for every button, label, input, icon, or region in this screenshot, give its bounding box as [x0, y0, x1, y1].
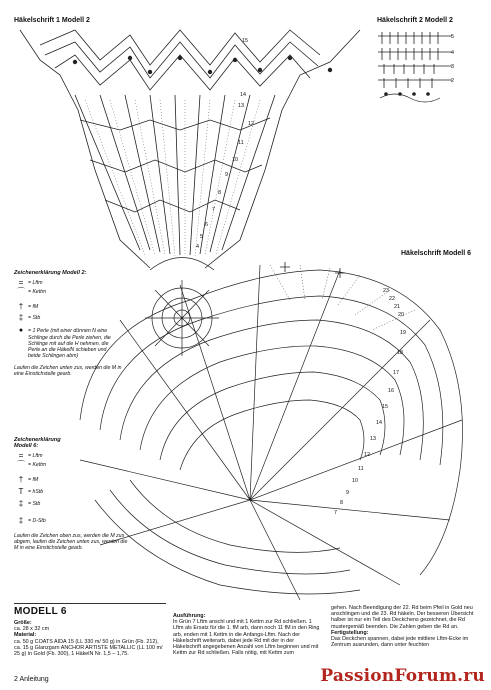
d2-row-5: 5 — [451, 34, 454, 40]
d1-row-15: 15 — [242, 38, 248, 44]
d6-row-9: 9 — [346, 490, 349, 496]
material-text: ca. 50 g COATS AIDA 15 (LL 330 m/ 50 g) in Grün (Fb. 212), ca. 15 g Glanzgarn ANCHOR ARTISTE METALLIC (LL 100 m/ 25 g) in Gold (Fb. 300), 1 HäkelN Nr. 1,5 – 1,75. — [14, 638, 163, 658]
d2-row-4: 4 — [451, 50, 454, 56]
legend2-note: Laufen die Zeichen unten zus, werden die M in eine Einstichstelle gearb. — [14, 364, 122, 377]
instructions-column — [173, 613, 323, 675]
d6-row-8: 8 — [340, 500, 343, 506]
chain-stitch-icon: = — [18, 277, 24, 287]
d1-row-12: 12 — [248, 121, 254, 127]
legend2-item: ⌒ = Kettm — [14, 287, 124, 296]
d6-row-17: 17 — [393, 370, 399, 376]
double-crochet-icon: ‡ — [18, 312, 24, 322]
d2-row-3: 3 — [451, 64, 454, 70]
instructions-text: In Grün 7 Lftm anschl und mit 1 Kettm zur Rd schließen. 1 Lftm als Ersatz für die 1. fM arb, dann noch 11 fM in den Ring arb, enden mit 1 Kettm in die Anfangs-Lftm. Nach der Häkelschrift weiterarb, dabei jede Rd mit der in der Häkelschrift angegebenen Anzahl von Lftm beginnen und mit Kettm zur Rd schließen. Falls nötig, mit Kettm zum — [173, 619, 320, 657]
d1-row-6: 6 — [205, 222, 208, 228]
d6-row-16: 16 — [388, 388, 394, 394]
legend6-note: Laufen die Zeichen oben zus, werden die M zus abgem, laufen die Zeichen unten zus, werden die M in eine Einstichstelle gearb. — [14, 532, 128, 551]
d6-row-23: 23 — [383, 288, 389, 294]
legend-modell-2 — [14, 270, 124, 377]
size-value: ca. 28 x 32 cm — [14, 626, 50, 633]
diagram6-title: Häkelschrift Modell 6 — [401, 250, 472, 257]
finishing-column — [331, 605, 481, 670]
d6-row-22: 22 — [389, 296, 395, 302]
slip-stitch-icon: ⌒ — [17, 286, 25, 296]
d6-row-21: 21 — [394, 304, 400, 310]
legend6-item: † = fM — [14, 476, 124, 485]
d1-row-8: 8 — [218, 190, 221, 196]
legend-modell-6 — [14, 437, 128, 551]
d1-row-10: 10 — [232, 157, 238, 163]
d1-row-7: 7 — [212, 207, 215, 213]
legend6-item: = = Lftm — [14, 452, 124, 461]
legend6-title: Zeichenerklärung Modell 6: — [14, 437, 61, 450]
legend2-item: † = fM — [14, 302, 124, 311]
d6-row-19: 19 — [400, 330, 406, 336]
d6-row-15: 15 — [382, 404, 388, 410]
page-footer — [14, 676, 49, 683]
bead-icon: ● — [18, 327, 24, 335]
slip-stitch-icon: ⌒ — [17, 459, 25, 469]
size-block — [14, 620, 166, 657]
legend2-item: = = Lftm — [14, 278, 124, 287]
d6-row-7: 7 — [334, 510, 337, 516]
continued-text: gehen. Nach Beendigung der 22. Rd beim Pfeil in Gold neu anschlingen und die 23. Rd häkeln. Der besseren Übersicht halber ist nur ein Teil des Deckchens gezeichnet, die Rd mustergemäß beenden. Die Zahlen geben die Rd an. — [331, 605, 474, 630]
d2-row-2: 2 — [451, 78, 454, 84]
instructions-label: Ausführung: — [173, 613, 206, 619]
model-title: MODELL 6 — [14, 606, 67, 617]
treble-crochet-icon: ‡ — [18, 515, 24, 525]
single-crochet-icon: † — [18, 301, 24, 311]
d1-row-5: 5 — [200, 234, 203, 240]
d6-row-14: 14 — [376, 420, 382, 426]
legend6-item: ⌒ = Kettm — [14, 461, 124, 470]
diagram1-title: Häkelschrift 1 Modell 2 — [14, 17, 90, 24]
d1-row-9: 9 — [225, 172, 228, 178]
size-label: Größe: — [14, 620, 32, 626]
single-crochet-icon: † — [18, 474, 24, 484]
material-label: Material: — [14, 632, 37, 639]
d1-row-4: 4 — [196, 244, 199, 250]
d6-row-13: 13 — [370, 436, 376, 442]
chain-stitch-icon: = — [18, 450, 24, 460]
d6-row-10: 10 — [352, 478, 358, 484]
legend6-item: ‡ = D-Stb — [14, 517, 124, 526]
legend2-item: ‡ = Stb — [14, 313, 124, 322]
finishing-text: Das Deckchen spannen, dabei jede mittlere Lftm-Ecke im Zentrum ausrunden, dann unter feuchten — [331, 636, 469, 649]
legend2-item: ● = 1 Perle (mit einer dünnen N eine Schlinge durch die Perle ziehen, die Schlinge mit auf die H nehmen, die Perle an die HäkelN schieben und beide Schlingen abm) — [14, 328, 124, 359]
d1-row-11: 11 — [238, 140, 244, 146]
watermark: PassionForum.ru — [320, 666, 485, 686]
d6-row-11: 11 — [358, 466, 364, 472]
legend2-title: Zeichenerklärung Modell 2: — [14, 270, 87, 276]
d1-row-14: 14 — [240, 92, 246, 98]
page-number: 2 — [14, 676, 18, 683]
d6-row-18: 18 — [397, 350, 403, 356]
d6-row-20: 20 — [398, 312, 404, 318]
section-name: Anleitung — [19, 676, 49, 683]
legend6-item: T = hStb — [14, 488, 124, 497]
double-crochet-icon: ‡ — [18, 498, 24, 508]
half-double-crochet-icon: T — [18, 486, 24, 496]
d6-row-12: 12 — [364, 452, 370, 458]
d1-row-13: 13 — [238, 103, 244, 109]
finishing-label: Fertigstellung: — [331, 629, 369, 636]
legend6-item: ‡ = Stb — [14, 500, 124, 509]
model-section — [14, 603, 166, 657]
diagram2-title: Häkelschrift 2 Modell 2 — [377, 17, 453, 24]
